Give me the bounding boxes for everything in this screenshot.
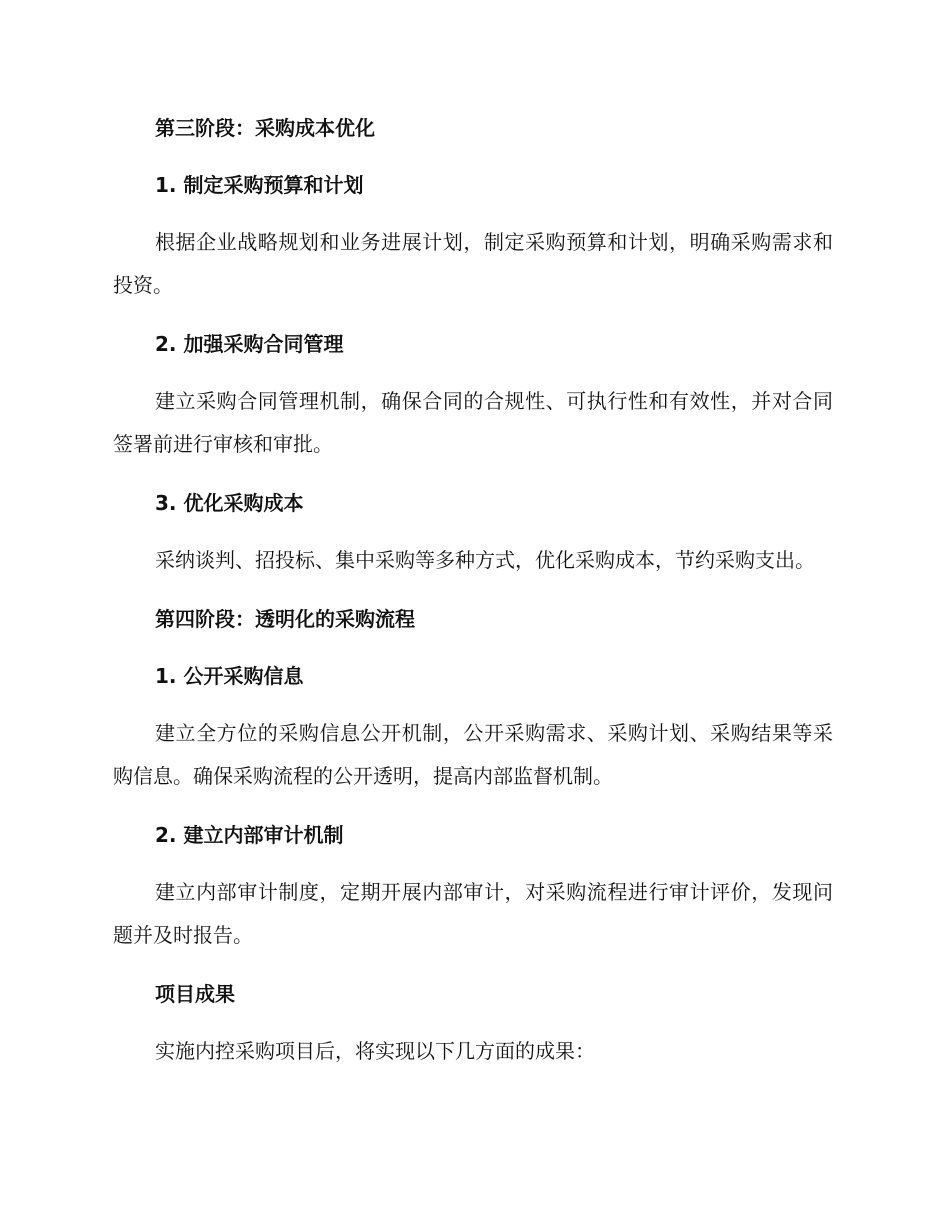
public-info-paragraph: 建立全方位的采购信息公开机制，公开采购需求、采购计划、采购结果等采购信息。确保采购流程的公开透明，提高内部监督机制。 (113, 721, 833, 788)
phase-three-heading: 第三阶段：采购成本优化 (155, 116, 375, 140)
phase-four-heading: 第四阶段：透明化的采购流程 (155, 607, 415, 631)
optimize-cost-heading: 3. 优化采购成本 (155, 491, 304, 515)
optimize-cost-paragraph: 采纳谈判、招投标、集中采购等多种方式，优化采购成本，节约采购支出。 (155, 548, 815, 572)
internal-audit-heading: 2. 建立内部审计机制 (155, 823, 344, 847)
project-results-paragraph: 实施内控采购项目后，将实现以下几方面的成果： (155, 1039, 595, 1063)
project-results-heading: 项目成果 (155, 982, 235, 1006)
budget-plan-paragraph: 根据企业战略规划和业务进展计划，制定采购预算和计划，明确采购需求和投资。 (113, 230, 833, 297)
document-content (113, 112, 833, 1094)
contract-management-heading: 2. 加强采购合同管理 (155, 332, 344, 356)
contract-management-paragraph: 建立采购合同管理机制，确保合同的合规性、可执行性和有效性，并对合同签署前进行审核和审批。 (113, 389, 833, 456)
public-info-heading: 1. 公开采购信息 (155, 664, 304, 688)
budget-plan-heading: 1. 制定采购预算和计划 (155, 173, 364, 197)
internal-audit-paragraph: 建立内部审计制度，定期开展内部审计，对采购流程进行审计评价，发现问题并及时报告。 (113, 880, 833, 947)
